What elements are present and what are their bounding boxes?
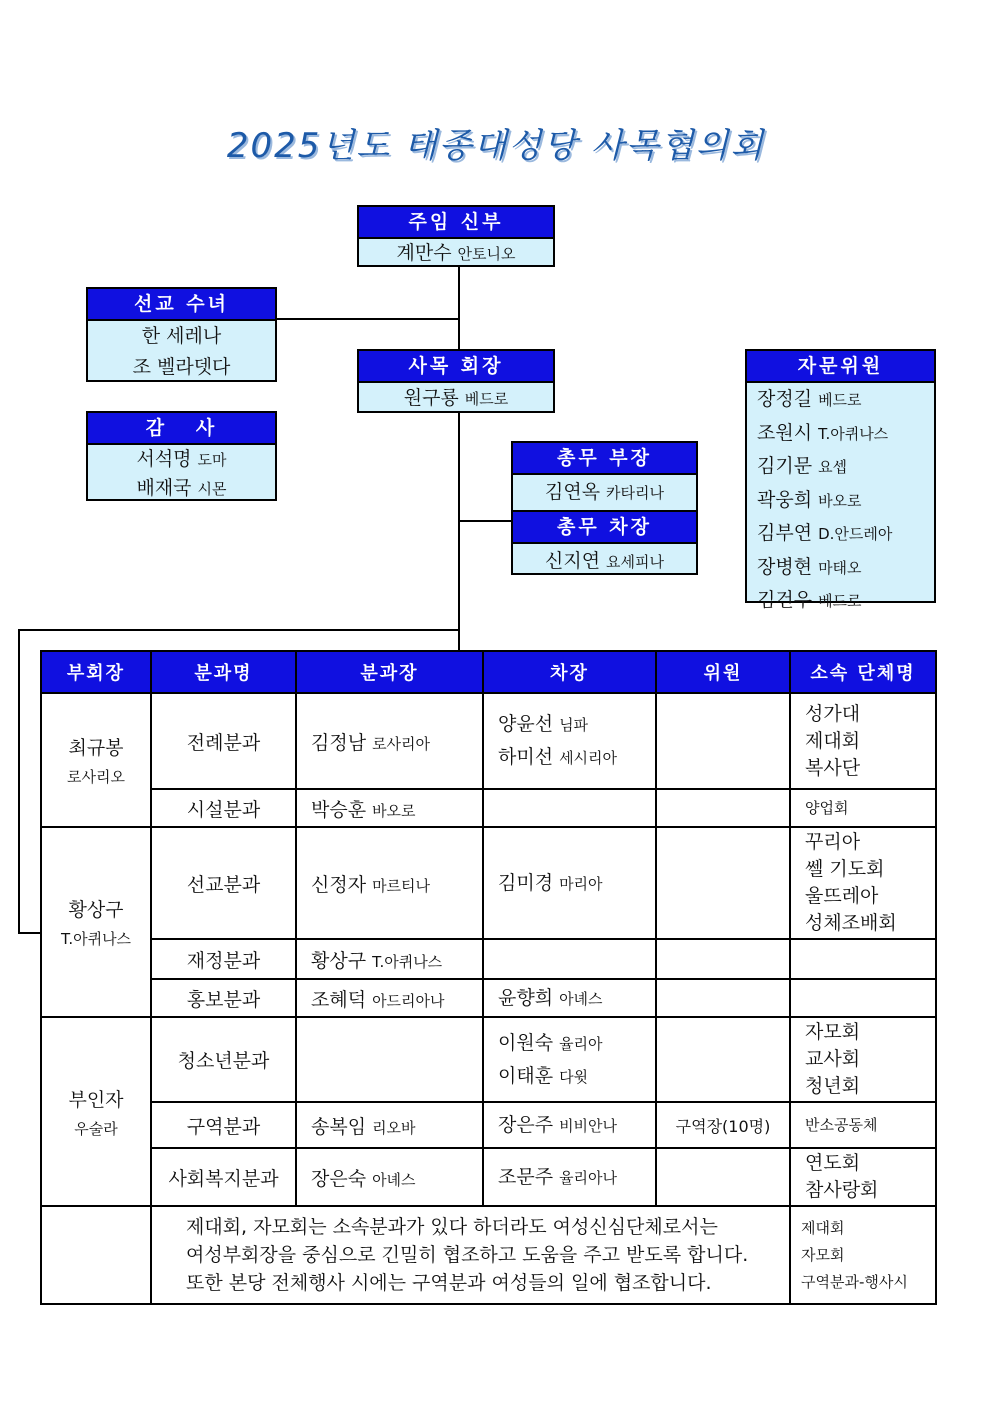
note-cell <box>151 1206 790 1304</box>
connector-line <box>18 629 460 631</box>
advisor-list <box>747 383 934 618</box>
advisor-baptism: T.아퀴나스 <box>818 424 889 443</box>
dept-head-name: 송복임 <box>311 1115 367 1138</box>
dept-head-baptism: 바오로 <box>372 801 416 820</box>
member-cell <box>656 1017 790 1102</box>
dept-name: 전례분과 <box>151 693 296 789</box>
advisor-item <box>747 484 934 518</box>
table-row <box>41 1017 936 1102</box>
audit-baptism: 도마 <box>197 451 227 469</box>
dept-name: 선교분과 <box>151 827 296 939</box>
vice-chair-name: 부인자 <box>68 1088 124 1111</box>
advisor-baptism: 베드로 <box>818 592 862 610</box>
sister-member: 조 벨라뎃다 <box>132 356 231 378</box>
advisor-baptism: D.안드레아 <box>818 525 893 543</box>
advisor-item <box>747 517 934 551</box>
groups-cell <box>790 693 936 789</box>
groups-cell <box>790 789 936 827</box>
dept-head-baptism: 마르티나 <box>372 876 431 895</box>
general-deputy-baptism: 요세피나 <box>606 553 665 571</box>
dept-head-cell <box>296 693 483 789</box>
member-cell <box>656 789 790 827</box>
committee-table <box>40 650 937 1305</box>
group-item: 양업회 <box>805 798 849 817</box>
groups-cell <box>790 939 936 979</box>
advisor-baptism: 베드로 <box>818 391 862 409</box>
col-header: 분과명 <box>151 651 296 693</box>
group-item: 성가대 <box>805 702 861 725</box>
chair-box <box>357 349 555 413</box>
advisor-item <box>747 450 934 484</box>
advisor-baptism: 마태오 <box>818 558 862 577</box>
vice-chair-cell <box>41 693 151 827</box>
deputy-item <box>498 982 654 1015</box>
priest-name: 계만수 <box>396 242 452 264</box>
advisor-name: 장병현 <box>757 555 813 578</box>
advisor-item <box>747 417 934 451</box>
deputy-baptism: 님파 <box>559 716 589 734</box>
dept-head-name: 김정남 <box>311 731 367 754</box>
table-row <box>41 979 936 1017</box>
dept-head-baptism: 아드리아나 <box>372 991 445 1010</box>
vice-chair-cell <box>41 827 151 1017</box>
vice-chair-baptism: T.아퀴나스 <box>60 930 132 948</box>
note-groups-cell <box>790 1206 936 1304</box>
dept-head-baptism: T.아퀴나스 <box>372 952 443 971</box>
audit-baptism: 시몬 <box>197 480 227 498</box>
col-header: 위원 <box>656 651 790 693</box>
deputy-item <box>498 867 654 900</box>
advisor-name: 김기문 <box>757 455 813 477</box>
advisors-header: 자문위원 <box>747 351 934 383</box>
audit-box <box>86 411 277 501</box>
table-row <box>41 789 936 827</box>
note-empty-cell <box>41 1206 151 1304</box>
group-item: 자모회 <box>805 1021 861 1043</box>
deputy-cell <box>483 979 656 1017</box>
member-cell <box>656 827 790 939</box>
chair-name: 원구룡 <box>403 387 459 409</box>
group-item: 꾸리아 <box>805 831 861 853</box>
dept-head-name: 박승훈 <box>311 798 367 821</box>
chair-header: 사목 회장 <box>359 351 553 383</box>
advisor-baptism: 바오로 <box>818 491 862 510</box>
deputy-baptism: 비비안나 <box>559 1116 618 1135</box>
table-body <box>41 693 936 1304</box>
deputy-cell <box>483 789 656 827</box>
dept-head-cell <box>296 1102 483 1148</box>
deputy-item <box>498 1027 654 1060</box>
dept-head-baptism: 리오바 <box>372 1118 416 1137</box>
group-item: 연도회 <box>805 1152 861 1174</box>
group-item: 복사단 <box>805 756 861 779</box>
advisor-name: 곽웅희 <box>757 488 813 511</box>
dept-head-name: 신정자 <box>311 873 367 896</box>
advisor-baptism: 요셉 <box>818 458 848 476</box>
vice-chair-baptism: 우술라 <box>74 1119 118 1138</box>
sisters-header: 선교 수녀 <box>88 289 275 321</box>
note-group-item: 자모회 <box>801 1245 845 1264</box>
dept-head-cell <box>296 979 483 1017</box>
table-row <box>41 939 936 979</box>
dept-name: 재정분과 <box>151 939 296 979</box>
page-title: 2025년도 태종대성당 사목협의회 <box>226 126 766 166</box>
member-cell <box>656 979 790 1017</box>
deputy-item <box>498 1060 654 1093</box>
deputy-baptism: 다윗 <box>559 1067 589 1086</box>
table-header-row <box>41 651 936 693</box>
col-header: 차장 <box>483 651 656 693</box>
group-item: 울뜨레아 <box>805 885 879 907</box>
advisor-name: 김부연 <box>757 522 813 544</box>
vice-chair-cell <box>41 1017 151 1206</box>
general-deputy-name: 신지연 <box>544 550 601 572</box>
priest-header: 주임 신부 <box>359 207 553 239</box>
deputy-name: 이원숙 <box>498 1031 554 1054</box>
groups-cell <box>790 1102 936 1148</box>
groups-cell <box>790 1017 936 1102</box>
general-deputy-header: 총무 차장 <box>513 510 696 544</box>
chair-baptism: 베드로 <box>464 390 509 408</box>
dept-head-name: 조혜덕 <box>311 988 367 1011</box>
deputy-cell <box>483 827 656 939</box>
deputy-cell <box>483 693 656 789</box>
vice-chair-name: 황상구 <box>68 899 124 921</box>
col-header: 부회장 <box>41 651 151 693</box>
group-item: 참사랑회 <box>805 1179 879 1201</box>
dept-name: 청소년분과 <box>151 1017 296 1102</box>
advisor-item <box>747 383 934 417</box>
group-item: 반소공동체 <box>805 1115 878 1134</box>
connector-line <box>458 520 512 522</box>
deputy-item <box>498 1109 654 1142</box>
audit-header: 감 사 <box>88 413 275 445</box>
table-row <box>41 693 936 789</box>
group-item: 성체조배회 <box>805 912 897 934</box>
connector-line <box>458 412 460 650</box>
priest-box <box>357 205 555 267</box>
deputy-name: 김미경 <box>498 871 554 894</box>
audit-name: 배재국 <box>136 477 192 499</box>
deputy-baptism: 마리아 <box>559 874 603 893</box>
dept-head-cell <box>296 789 483 827</box>
dept-name: 홍보분과 <box>151 979 296 1017</box>
dept-head-baptism: 아녜스 <box>372 1170 416 1189</box>
vice-chair-name: 최규봉 <box>68 737 124 759</box>
advisor-item <box>747 584 934 618</box>
deputy-name: 장은주 <box>498 1113 554 1136</box>
dept-head-name: 장은숙 <box>311 1167 367 1190</box>
deputy-baptism: 율리아 <box>559 1034 603 1053</box>
deputy-baptism: 율리아나 <box>559 1168 618 1187</box>
groups-cell <box>790 827 936 939</box>
advisor-name: 김건우 <box>757 589 813 611</box>
deputy-name: 이태훈 <box>498 1064 554 1087</box>
general-director-header: 총무 부장 <box>513 443 696 475</box>
deputy-baptism: 아녜스 <box>559 989 603 1008</box>
dept-name: 사회복지분과 <box>151 1148 296 1206</box>
dept-name: 구역분과 <box>151 1102 296 1148</box>
table-row <box>41 1148 936 1206</box>
advisors-box <box>745 349 936 611</box>
dept-head-name: 황상구 <box>311 949 367 972</box>
connector-line <box>276 318 459 320</box>
col-header: 분과장 <box>296 651 483 693</box>
connector-line <box>18 629 20 934</box>
vice-chair-baptism: 로사리오 <box>67 768 125 786</box>
table-row <box>41 827 936 939</box>
member-cell: 구역장(10명) <box>656 1102 790 1148</box>
member-cell <box>656 939 790 979</box>
connector-line <box>458 266 460 350</box>
deputy-cell <box>483 1017 656 1102</box>
dept-head-cell <box>296 827 483 939</box>
dept-head-cell <box>296 939 483 979</box>
note-line: 또한 본당 전체행사 시에는 구역분과 여성들의 일에 협조합니다. <box>186 1272 712 1294</box>
note-line: 여성부회장을 중심으로 긴밀히 협조하고 도움을 주고 받도록 합니다. <box>186 1244 749 1266</box>
general-director-name: 김연옥 <box>544 481 601 503</box>
deputy-cell <box>483 939 656 979</box>
sisters-box <box>86 287 277 382</box>
deputy-name: 윤향희 <box>498 986 554 1009</box>
group-item: 교사회 <box>805 1048 861 1070</box>
dept-name: 시설분과 <box>151 789 296 827</box>
deputy-cell <box>483 1148 656 1206</box>
note-group-item: 제대회 <box>801 1218 845 1237</box>
advisor-item <box>747 551 934 585</box>
note-line: 제대회, 자모회는 소속분과가 있다 하더라도 여성신심단체로서는 <box>186 1216 718 1238</box>
general-director-baptism: 카타리나 <box>606 484 665 502</box>
advisor-name: 조원시 <box>757 421 813 444</box>
col-header: 소속 단체명 <box>790 651 936 693</box>
deputy-cell <box>483 1102 656 1148</box>
deputy-item <box>498 708 654 741</box>
deputy-name: 양윤선 <box>498 713 554 735</box>
deputy-baptism: 세시리아 <box>559 749 618 767</box>
groups-cell <box>790 979 936 1017</box>
sister-member: 한 세레나 <box>141 325 222 347</box>
connector-line <box>18 932 41 934</box>
note-group-item: 구역분과-행사시 <box>801 1272 908 1291</box>
note-row <box>41 1206 936 1304</box>
dept-head-cell <box>296 1017 483 1102</box>
dept-head-cell <box>296 1148 483 1206</box>
member-cell <box>656 1148 790 1206</box>
audit-name: 서석명 <box>136 448 192 470</box>
priest-baptism: 안토니오 <box>457 245 516 263</box>
group-item: 제대회 <box>805 729 861 752</box>
member-cell <box>656 693 790 789</box>
table-row <box>41 1102 936 1148</box>
advisor-name: 장정길 <box>757 388 813 410</box>
deputy-name: 조문주 <box>498 1165 554 1188</box>
deputy-name: 하미선 <box>498 746 554 768</box>
group-item: 청년회 <box>805 1075 861 1097</box>
group-item: 쎌 기도회 <box>805 858 885 880</box>
deputy-item <box>498 741 654 774</box>
general-box <box>511 441 698 575</box>
deputy-item <box>498 1161 654 1194</box>
groups-cell <box>790 1148 936 1206</box>
dept-head-baptism: 로사리아 <box>372 734 431 753</box>
